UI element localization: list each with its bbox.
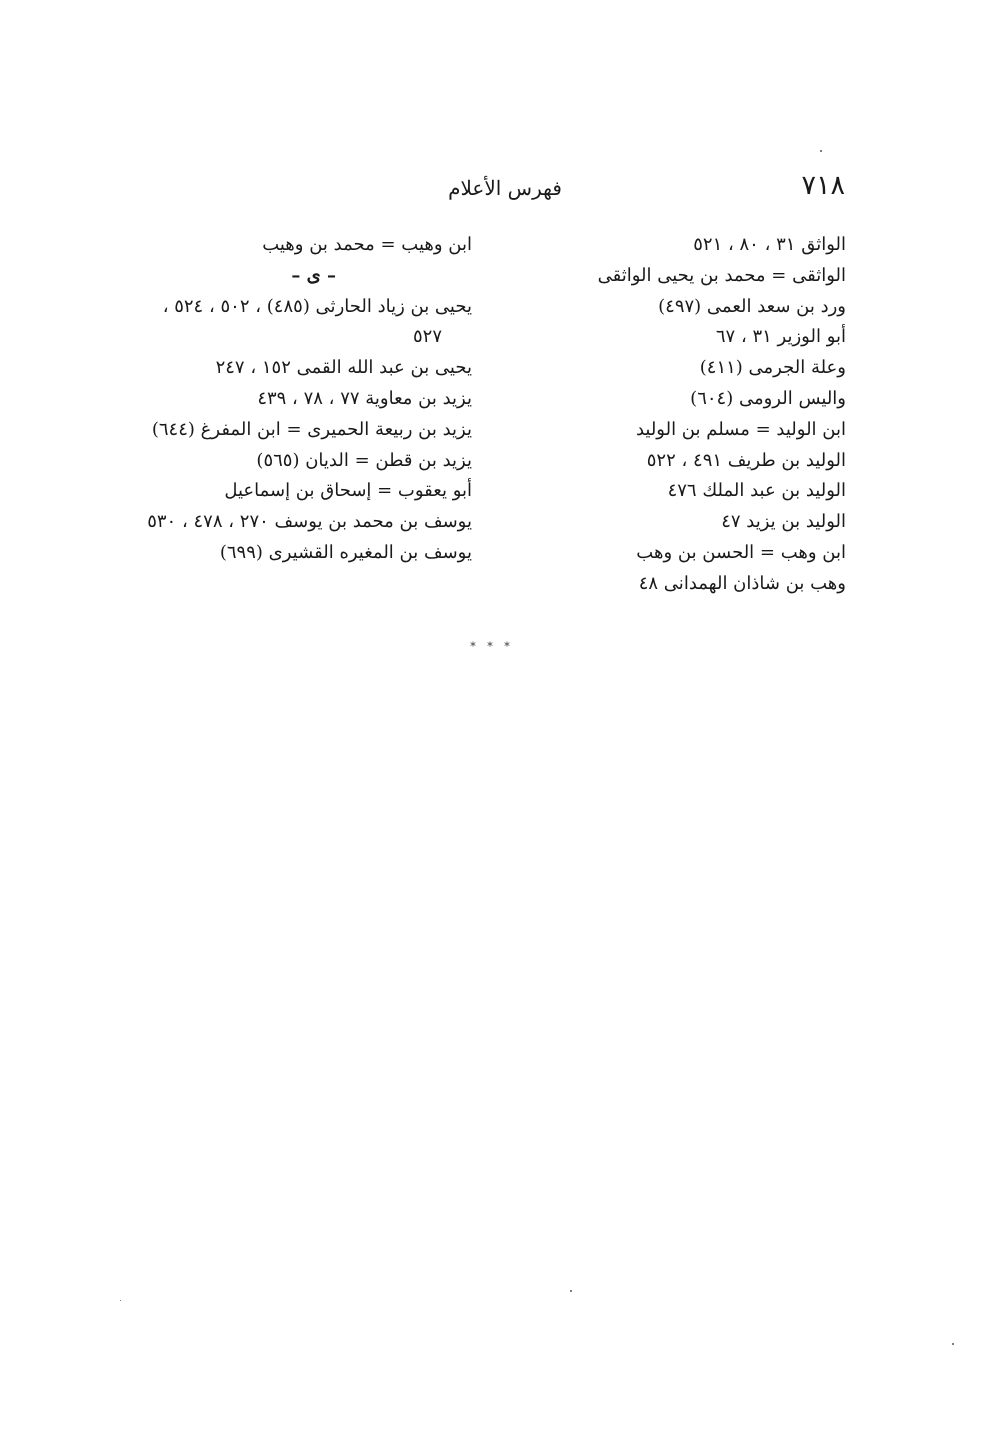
index-column-right: [560, 230, 846, 600]
index-entry: أبو يعقوب = إسحاق بن إسماعيل: [224, 480, 472, 502]
index-entry: واليس الرومى (٦٠٤): [690, 387, 846, 409]
index-column-left: [120, 230, 472, 569]
index-entry: يزيد بن ربيعة الحميرى = ابن المفرغ (٦٤٤): [151, 418, 472, 440]
index-entry: الوليد بن يزيد ٤٧: [721, 511, 846, 533]
index-entry: يوسف بن المغيره القشيرى (٦٩٩): [219, 541, 472, 563]
section-letter-heading: – ى –: [291, 264, 336, 286]
end-of-section-ornament: * * *: [470, 640, 514, 653]
index-entry: يحيى بن زياد الحارثى (٤٨٥) ، ٥٠٢ ، ٥٢٤ ،: [162, 295, 472, 317]
index-entry-continuation: ٥٢٧: [412, 326, 442, 348]
index-entry: ابن الوليد = مسلم بن الوليد: [635, 418, 846, 440]
index-entry: ابن وهب = الحسن بن وهب: [636, 541, 846, 563]
scan-speck: [570, 1290, 572, 1292]
index-entry: يوسف بن محمد بن يوسف ٢٧٠ ، ٤٧٨ ، ٥٣٠: [147, 511, 472, 533]
index-entry: يزيد بن قطن = الديان (٥٦٥): [256, 449, 472, 471]
index-entry: ابن وهيب = محمد بن وهيب: [262, 234, 472, 255]
page-number: ٧١٨: [801, 170, 845, 201]
index-entry: وهب بن شاذان الهمدانى ٤٨: [638, 572, 846, 594]
index-entry: وعلة الجرمى (٤١١): [699, 357, 846, 379]
running-header-title: فهرس الأعلام: [448, 176, 562, 200]
index-entry: الواثقى = محمد بن يحيى الواثقى: [597, 264, 846, 286]
index-entry: يحيى بن عبد الله القمى ١٥٢ ، ٢٤٧: [215, 357, 472, 379]
index-entry: الوليد بن عبد الملك ٤٧٦: [667, 480, 846, 502]
index-entry: يزيد بن معاوية ٧٧ ، ٧٨ ، ٤٣٩: [257, 387, 472, 409]
index-entry: ورد بن سعد العمى (٤٩٧): [658, 295, 846, 317]
index-entry: أبو الوزير ٣١ ، ٦٧: [715, 326, 846, 348]
index-entry: الواثق ٣١ ، ٨٠ ، ٥٢١: [693, 234, 846, 255]
index-entry: الوليد بن طريف ٤٩١ ، ٥٢٢: [646, 449, 846, 471]
scan-speck: [120, 1300, 121, 1301]
scan-speck: [820, 150, 822, 152]
scan-speck: [952, 1343, 954, 1345]
